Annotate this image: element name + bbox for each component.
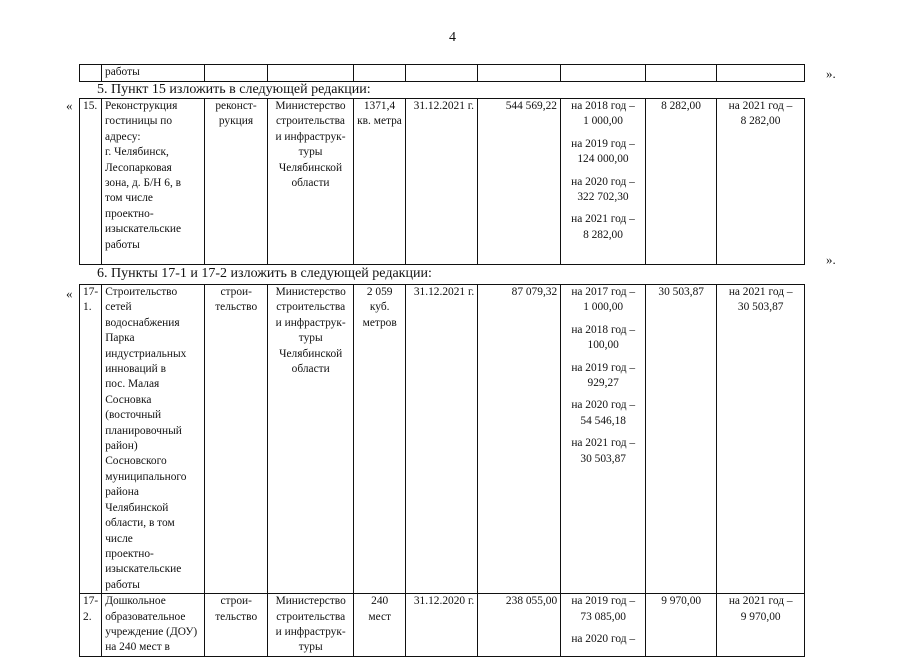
funding-schedule: на 2019 год – 73 085,00 на 2020 год – xyxy=(561,594,646,657)
section-6-heading: 6. Пункты 17-1 и 17-2 изложить в следующей редакции: xyxy=(97,266,432,281)
cell-empty xyxy=(406,65,478,82)
cell-empty xyxy=(268,65,354,82)
work-type: реконст- рукция xyxy=(205,99,268,265)
capacity: 2 059 куб. метров xyxy=(354,285,406,594)
item-number: 17-2. xyxy=(80,594,102,657)
item-number: 17-1. xyxy=(80,285,102,594)
cell-empty xyxy=(354,65,406,82)
work-type: строи- тельство xyxy=(205,594,268,657)
item-name: Дошкольное образовательное учреждение (ДОУ) на 240 мест в xyxy=(102,594,205,657)
table-item-15 xyxy=(79,98,805,265)
cell-empty xyxy=(646,65,717,82)
cell-empty xyxy=(561,65,646,82)
total-cost: 238 055,00 xyxy=(478,594,561,657)
table-top-remnant xyxy=(79,64,805,82)
item-name: Реконструкция гостиницы по адресу: г. Челябинск, Лесопарковая зона, д. Б/Н 6, в том числе проектно- изыскательские работы xyxy=(102,99,205,265)
item-name: Строительство сетей водоснабжения Парка индустриальных инноваций в пос. Малая Сосновка (восточный планировочный район) Сосновского муниципального района Челябинской области, в том числе проектно- изыскательские работы xyxy=(102,285,205,594)
completion-date: 31.12.2021 г. xyxy=(406,99,478,265)
ministry: Министерство строительства и инфраструк- туры xyxy=(268,594,354,657)
cell-empty xyxy=(205,65,268,82)
funding-amount: 30 503,87 xyxy=(646,285,717,594)
completion-date: 31.12.2021 г. xyxy=(406,285,478,594)
opening-quote: « xyxy=(66,98,73,113)
capacity: 240 мест xyxy=(354,594,406,657)
funding-amount: 8 282,00 xyxy=(646,99,717,265)
completion-date: 31.12.2020 г. xyxy=(406,594,478,657)
cell-name: работы xyxy=(102,65,205,82)
closing-quote: ». xyxy=(826,252,836,267)
final-funding: на 2021 год – 9 970,00 xyxy=(717,594,805,657)
section-5-heading: 5. Пункт 15 изложить в следующей редакции: xyxy=(97,82,371,97)
funding-schedule: на 2017 год – 1 000,00 на 2018 год – 100,00 на 2019 год – 929,27 на 2020 год – 54 546,18 на 2021 год – 30 503,87 xyxy=(561,285,646,594)
cell-empty xyxy=(478,65,561,82)
opening-quote: « xyxy=(66,286,73,301)
capacity: 1371,4 кв. метра xyxy=(354,99,406,265)
ministry: Министерство строительства и инфраструк- туры Челябинской области xyxy=(268,99,354,265)
work-type: строи- тельство xyxy=(205,285,268,594)
total-cost: 87 079,32 xyxy=(478,285,561,594)
funding-schedule: на 2018 год – 1 000,00 на 2019 год – 124 000,00 на 2020 год – 322 702,30 на 2021 год – 8 282,00 xyxy=(561,99,646,265)
closing-quote: ». xyxy=(826,66,836,81)
table-items-17 xyxy=(79,284,805,657)
page-number: 4 xyxy=(449,30,456,45)
table-row xyxy=(80,594,805,657)
final-funding: на 2021 год – 30 503,87 xyxy=(717,285,805,594)
total-cost: 544 569,22 xyxy=(478,99,561,265)
cell-empty xyxy=(80,65,102,82)
funding-amount: 9 970,00 xyxy=(646,594,717,657)
table-row xyxy=(80,285,805,594)
table-row xyxy=(80,99,805,265)
ministry: Министерство строительства и инфраструк- туры Челябинской области xyxy=(268,285,354,594)
cell-empty xyxy=(717,65,805,82)
final-funding: на 2021 год – 8 282,00 xyxy=(717,99,805,265)
item-number: 15. xyxy=(80,99,102,265)
